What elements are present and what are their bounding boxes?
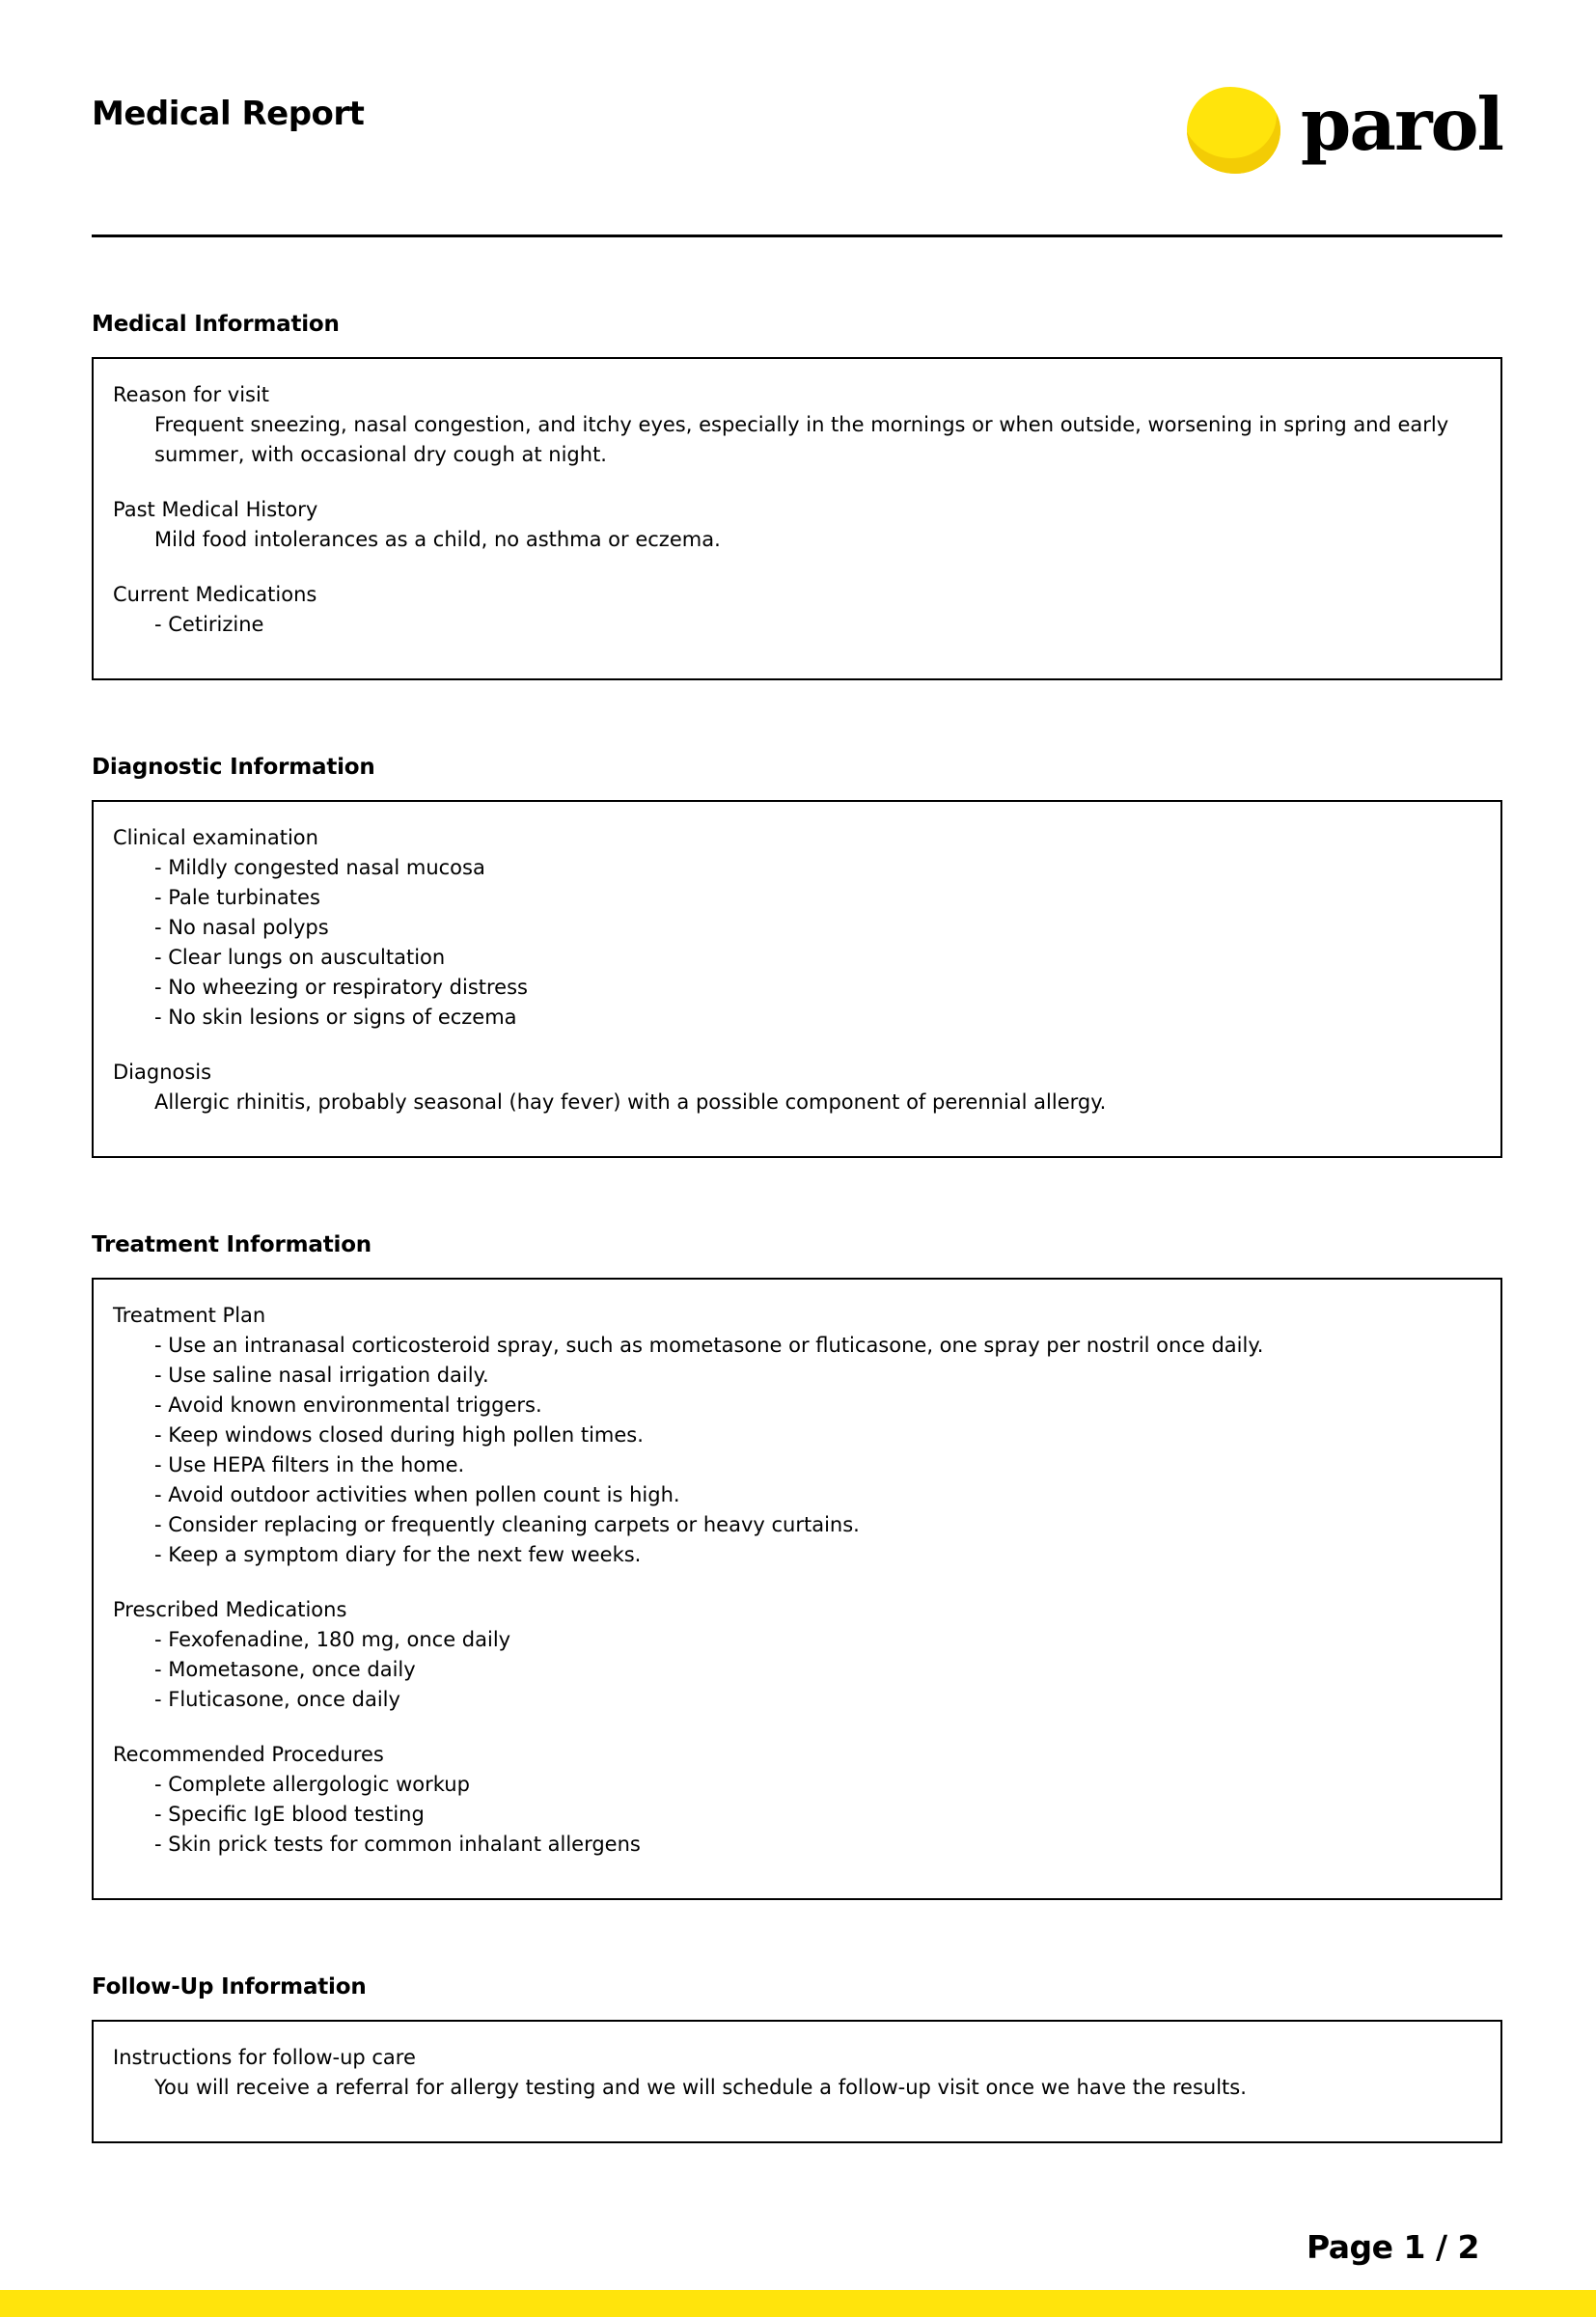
field-group [113, 495, 1481, 555]
field-group [113, 380, 1481, 470]
field-label: Instructions for follow-up care [113, 2046, 416, 2069]
section-box [92, 2020, 1502, 2143]
field-value-line: Mild food intolerances as a child, no asthma or eczema. [154, 528, 721, 551]
field-group [113, 2043, 1481, 2103]
report-header [92, 60, 1502, 177]
section-medical-information [92, 312, 1502, 680]
report-page [0, 60, 1596, 2143]
field-label: Past Medical History [113, 498, 318, 521]
section-treatment-information [92, 1232, 1502, 1900]
field-value-line: - Mildly congested nasal mucosa [154, 856, 485, 879]
field-value-line: - Avoid known environmental triggers. [154, 1393, 542, 1417]
field-group [113, 1740, 1481, 1860]
field-label: Clinical examination [113, 826, 318, 849]
brand-blob-icon [1187, 87, 1280, 174]
section-box [92, 800, 1502, 1158]
field-value-line: - Clear lungs on auscultation [154, 946, 446, 969]
field-value-line: - Skin prick tests for common inhalant allergens [154, 1833, 641, 1856]
section-diagnostic-information [92, 755, 1502, 1158]
field-value-line: - Fluticasone, once daily [154, 1688, 400, 1711]
field-label: Diagnosis [113, 1061, 212, 1084]
field-value-line: - Use HEPA filters in the home. [154, 1453, 465, 1476]
section-heading: Medical Information [92, 312, 340, 337]
section-box [92, 1278, 1502, 1900]
field-group [113, 1301, 1481, 1570]
field-group [113, 1595, 1481, 1715]
field-value-line: - Keep windows closed during high pollen times. [154, 1423, 644, 1447]
field-value-line: - Complete allergologic workup [154, 1773, 470, 1796]
footer-accent-bar [0, 2290, 1596, 2317]
field-group [113, 580, 1481, 640]
field-value-line: - Cetirizine [154, 613, 264, 636]
header-divider [92, 234, 1502, 237]
field-value-line: - No skin lesions or signs of eczema [154, 1006, 517, 1029]
field-label: Recommended Procedures [113, 1743, 384, 1766]
field-group [113, 1058, 1481, 1117]
section-heading: Follow-Up Information [92, 1974, 367, 2000]
section-follow-up-information [92, 1974, 1502, 2143]
field-value-line: - Pale turbinates [154, 886, 320, 909]
field-group [113, 823, 1481, 1033]
field-value-line: Allergic rhinitis, probably seasonal (hay fever) with a possible component of perennial allergy. [154, 1090, 1107, 1114]
section-box [92, 357, 1502, 680]
brand-logo [1187, 81, 1502, 174]
field-value-line: - Mometasone, once daily [154, 1658, 416, 1681]
field-value-line: - No nasal polyps [154, 916, 329, 939]
field-label: Treatment Plan [113, 1304, 266, 1327]
section-heading: Treatment Information [92, 1232, 371, 1257]
brand-name: parol [1300, 81, 1502, 167]
field-value-line: - Avoid outdoor activities when pollen count is high. [154, 1483, 680, 1506]
field-value-line: - Use an intranasal corticosteroid spray, such as mometasone or fluticasone, one spray per nostril once daily. [154, 1334, 1264, 1357]
field-value-line: - Fexofenadine, 180 mg, once daily [154, 1628, 511, 1651]
field-value-line: - No wheezing or respiratory distress [154, 976, 528, 999]
field-label: Reason for visit [113, 383, 270, 406]
field-label: Current Medications [113, 583, 317, 606]
field-label: Prescribed Medications [113, 1598, 347, 1621]
section-heading: Diagnostic Information [92, 755, 375, 780]
field-value-line: - Use saline nasal irrigation daily. [154, 1364, 489, 1387]
field-value-line: - Keep a symptom diary for the next few weeks. [154, 1543, 642, 1566]
page-title: Medical Report [92, 95, 365, 133]
field-value-line: Frequent sneezing, nasal congestion, and itchy eyes, especially in the mornings or when outside, worsening in spring and early summer, with occasional dry cough at night. [154, 413, 1449, 466]
page-number: Page 1 / 2 [1306, 2228, 1479, 2266]
field-value-line: - Consider replacing or frequently cleaning carpets or heavy curtains. [154, 1513, 860, 1536]
field-value-line: You will receive a referral for allergy testing and we will schedule a follow-up visit once we have the results. [154, 2076, 1247, 2099]
field-value-line: - Specific IgE blood testing [154, 1803, 425, 1826]
